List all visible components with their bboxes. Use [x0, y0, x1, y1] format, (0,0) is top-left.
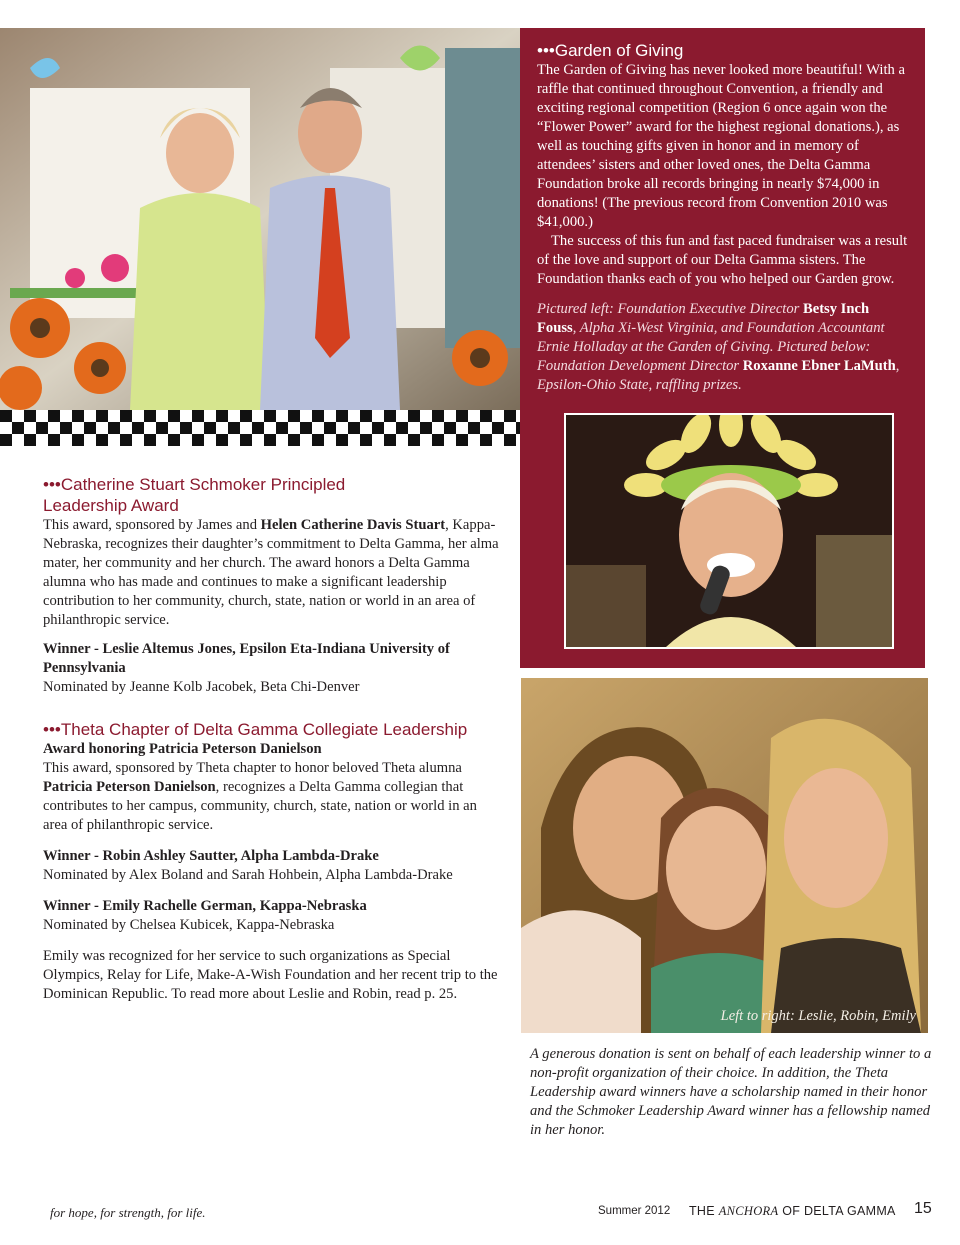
theta-subheading: Award honoring Patricia Peterson Danielson: [43, 741, 322, 757]
photo-foundation-staff: [0, 28, 520, 410]
footer-tagline: for hope, for strength, for life.: [50, 1205, 206, 1220]
theta-description: [43, 759, 503, 835]
photo-award-winners-image: [521, 678, 928, 1033]
garden-body: [537, 61, 909, 289]
caption-name-2: Roxanne Ebner LaMuth: [742, 358, 896, 374]
checkerboard-divider: [0, 410, 520, 446]
donation-note: A generous donation is sent on behalf of each leadership winner to a non-profit organization of their choice. In addition, the Theta Leadership award winners have a scholarship named in their honor and the Schmoker Leadership Award winner has a fellowship named in her honor.: [530, 1046, 932, 1138]
schmoker-description: [43, 516, 503, 630]
caption-name-1: Betsy Inch Fouss: [537, 301, 870, 336]
photo-award-winners: [521, 678, 928, 1033]
garden-paragraph-2: The success of this fun and fast paced fundraiser was a result of the love and support of our Delta Gamma sisters. The Foundation thanks each of you who helped our Garden grow.: [537, 233, 908, 287]
magazine-title-name: ANCHORA: [718, 1204, 779, 1218]
schmoker-text-2: , Kappa-Nebraska, recognizes their daughter’s commitment to Delta Gamma, her alma mater, her community and her church. The award honors a Delta Gamma alumna who has made and continues to make a significant leadership contribution to her community, church, state, nation or world in an area of philanthropic service.: [43, 517, 499, 628]
theta-heading: •••Theta Chapter of Delta Gamma Collegiate Leadership: [43, 720, 468, 739]
caption-text-3: , Epsilon-Ohio State, raffling prizes.: [537, 358, 900, 393]
theta-text-1: This award, sponsored by Theta chapter to honor beloved Theta alumna: [43, 760, 462, 776]
theta-honoree-name: Patricia Peterson Danielson: [43, 779, 216, 795]
theta-text-2: , recognizes a Delta Gamma collegian that contributes to her campus, community, church, state, nation or world in an area of philanthropic service.: [43, 779, 477, 833]
theta-winner-1: Winner - Robin Ashley Sautter, Alpha Lambda-Drake: [43, 848, 379, 864]
garden-photo-caption: [537, 300, 909, 395]
photo-raffle-prizes: [564, 413, 894, 649]
theta-nominated-by-2: Nominated by Chelsea Kubicek, Kappa-Nebraska: [43, 917, 335, 933]
schmoker-winner: Winner - Leslie Altemus Jones, Epsilon Eta-Indiana University of Pennsylvania: [43, 641, 450, 676]
photo-award-winners-caption: Left to right: Leslie, Robin, Emily: [720, 1008, 916, 1024]
footer-magazine-title: [689, 1204, 896, 1219]
garden-heading: •••Garden of Giving: [537, 41, 684, 60]
theta-closing-paragraph: Emily was recognized for her service to such organizations as Special Olympics, Relay for Life, Make-A-Wish Foundation and her recent trip to the Dominican Republic. To read more about Leslie and Robin, read p. 25.: [43, 948, 498, 1002]
magazine-title-suffix: OF DELTA GAMMA: [778, 1204, 896, 1218]
page-number: 15: [914, 1200, 932, 1217]
garden-paragraph-1: The Garden of Giving has never looked more beautiful! With a raffle that continued throughout Convention, a friendly and exciting regional competition (Region 6 once again won the “Flower Power” award for the highest regional donations.), as well as touching gifts given in honor and in memory of attendees’ sisters and other loved ones, the Delta Gamma Foundation broke all records bringing in nearly $74,000 in donations! (The previous record from Convention 2010 was $41,000.): [537, 62, 905, 230]
theta-nominated-by-1: Nominated by Alex Boland and Sarah Hohbein, Alpha Lambda-Drake: [43, 867, 453, 883]
photo-raffle-prizes-image: [566, 415, 892, 647]
schmoker-award-section: [43, 474, 503, 697]
photo-foundation-staff-image: [0, 28, 520, 410]
magazine-title-prefix: THE: [689, 1204, 719, 1218]
schmoker-text-1: This award, sponsored by James and: [43, 517, 261, 533]
schmoker-heading-line2: Leadership Award: [43, 496, 179, 515]
schmoker-heading: [43, 474, 503, 516]
schmoker-sponsor-name: Helen Catherine Davis Stuart: [260, 517, 446, 533]
schmoker-nominated-by: Nominated by Jeanne Kolb Jacobek, Beta Chi-Denver: [43, 679, 360, 695]
theta-winner-2: Winner - Emily Rachelle German, Kappa-Nebraska: [43, 898, 367, 914]
schmoker-heading-line1: •••Catherine Stuart Schmoker Principled: [43, 475, 346, 494]
checkerboard-pattern: [0, 410, 520, 446]
theta-award-section: [43, 719, 503, 1004]
footer-issue-date: Summer 2012: [598, 1205, 671, 1217]
caption-text-2: , Alpha Xi-West Virginia, and Foundation Accountant Ernie Holladay at the Garden of Giving. Pictured below: Foundation Development Director: [537, 320, 885, 374]
caption-text-1: Pictured left: Foundation Executive Director: [537, 301, 803, 317]
